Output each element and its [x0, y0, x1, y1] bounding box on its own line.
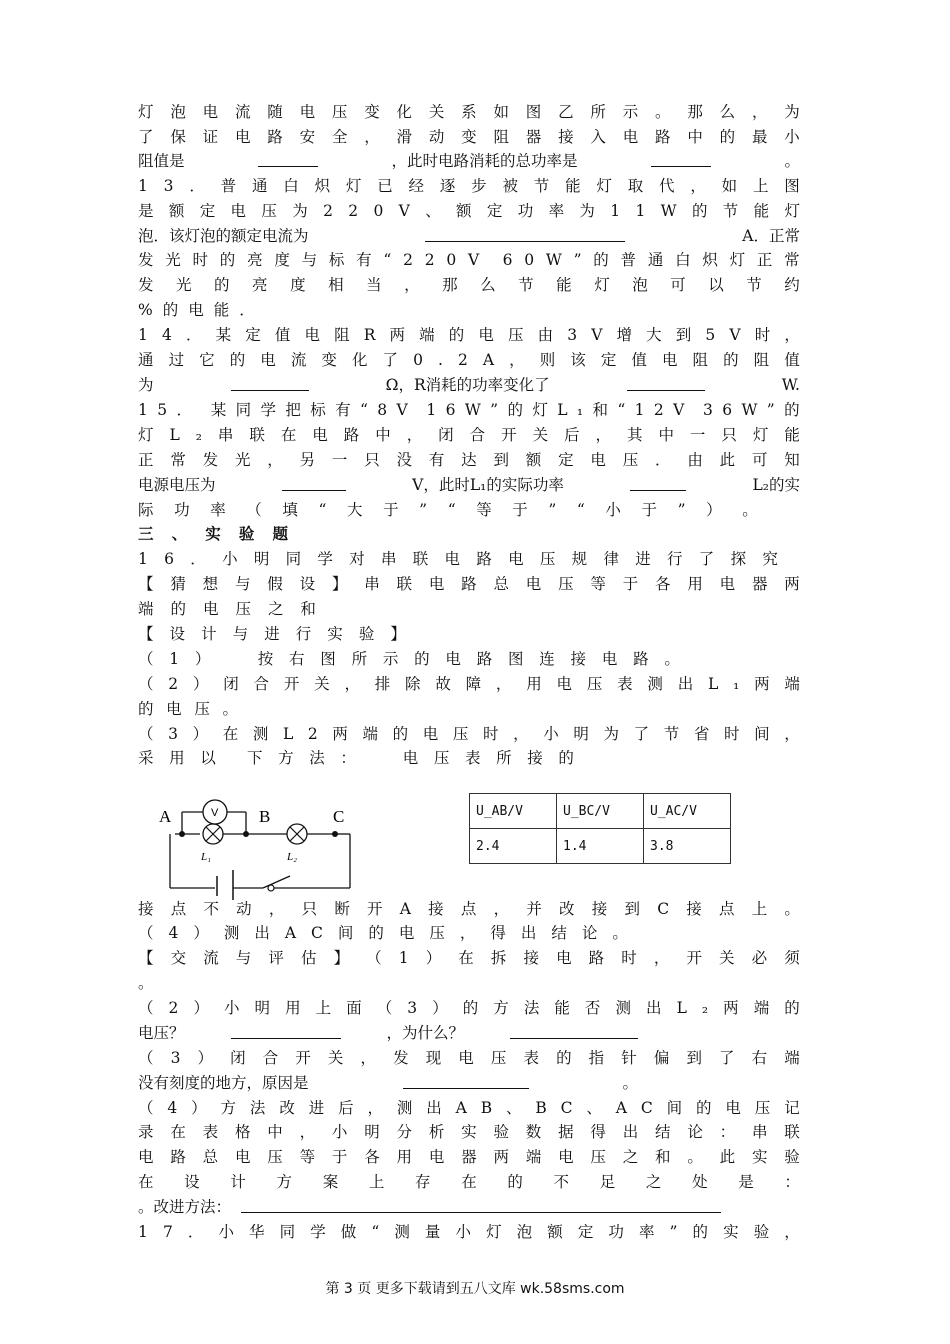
bulb-l1-label: L₁	[201, 851, 211, 863]
table-header-row	[470, 794, 731, 829]
text-line: （ 1 ） 按 右 图 所 示 的 电 路 图 连 接 电 路 。	[138, 650, 680, 668]
text-line	[138, 1071, 638, 1095]
text-line: 发 光 的 亮 度 相 当 ， 那 么 节 能 灯 泡 可 以 节 约	[138, 276, 800, 294]
answer-blank	[651, 149, 711, 167]
answer-blank	[231, 1021, 341, 1039]
text-line: 是 额 定 电 压 为 2 2 0 V 、 额 定 功 率 为 1 1 W 的 节 能 灯	[138, 202, 800, 220]
answer-blank	[630, 473, 686, 491]
text-segment: A．正常	[742, 227, 800, 245]
answer-blank	[241, 1195, 721, 1213]
text-segment: Ω，R消耗的功率变化了	[385, 376, 550, 394]
text-segment: V，此时L₁的实际功率	[412, 476, 564, 494]
text-line: 发 光 时 的 亮 度 与 标 有 “ 2 2 0 V 6 0 W ” 的 普 通 白 炽 灯 正 常	[138, 251, 800, 269]
text-line: 录 在 表 格 中 ， 小 明 分 析 实 验 数 据 得 出 结 论 ： 串 联	[138, 1123, 800, 1141]
text-line: 通 过 它 的 电 流 变 化 了 0 . 2 A ， 则 该 定 值 电 阻 的 阻 值	[138, 351, 800, 369]
text-line: （ 2 ） 小 明 用 上 面 （ 3 ） 的 方 法 能 否 测 出 L ₂ 两 端 的	[138, 999, 800, 1017]
text-line: 1 4 ． 某 定 值 电 阻 R 两 端 的 电 压 由 3 V 增 大 到 5 V 时 ，	[138, 326, 800, 344]
node-a-label: A	[159, 807, 172, 826]
text-segment: W.	[781, 376, 800, 394]
table-header-cell: U_BC/V	[557, 794, 644, 829]
text-line: 际 功 率 （ 填 “ 大 于 ” “ 等 于 ” “ 小 于 ” ） 。	[138, 501, 758, 519]
text-line: 正 常 发 光 ， 另 一 只 没 有 达 到 额 定 电 压 ． 由 此 可 知	[138, 451, 800, 469]
text-line: 了 保 证 电 路 安 全 ， 滑 动 变 阻 器 接 入 电 路 中 的 最 小	[138, 128, 800, 146]
answer-blank	[282, 473, 346, 491]
text-line: （ 3 ） 闭 合 开 关 ， 发 现 电 压 表 的 指 针 偏 到 了 右 端	[138, 1049, 800, 1067]
text-line: 采 用 以 下 方 法 ： 电 压 表 所 接 的	[138, 749, 574, 767]
table-header-cell: U_AC/V	[644, 794, 731, 829]
text-line: 端 的 电 压 之 和	[138, 600, 316, 618]
text-line: 在 设 计 方 案 上 存 在 的 不 足 之 处 是 ：	[138, 1173, 800, 1191]
text-line	[138, 224, 800, 248]
text-segment: 。改进方法：	[138, 1198, 232, 1216]
switch-symbol	[263, 876, 290, 888]
text-line	[138, 1195, 800, 1219]
text-line: （ 2 ） 闭 合 开 关 ， 排 除 故 障 ， 用 电 压 表 测 出 L ₁ 两 端	[138, 675, 800, 693]
text-segment: 。	[622, 1074, 638, 1092]
table-row	[470, 829, 731, 864]
text-segment: L₂的实	[752, 476, 800, 494]
text-line: 的 电 压 。	[138, 700, 238, 718]
table-cell: 3.8	[644, 829, 731, 864]
table-cell: 2.4	[470, 829, 557, 864]
text-segment: ，此时电路消耗的总功率是	[391, 152, 578, 170]
text-line: 1 6 ． 小 明 同 学 对 串 联 电 路 电 压 规 律 进 行 了 探 究	[138, 550, 778, 568]
text-line: （ 3 ） 在 测 L 2 两 端 的 电 压 时 ， 小 明 为 了 节 省 时 间 ，	[138, 725, 800, 743]
text-segment: 泡．该灯泡的额定电流为	[138, 227, 309, 245]
node-c-label: C	[333, 807, 345, 826]
circuit-diagram	[145, 778, 385, 900]
text-line: 1 3 ． 普 通 白 炽 灯 已 经 逐 步 被 节 能 灯 取 代 ， 如 上 图	[138, 177, 800, 195]
page-footer: 第 3 页 更多下载请到五八文库 wk.58sms.com	[325, 1281, 625, 1297]
answer-blank	[403, 1071, 529, 1089]
table-cell: 1.4	[557, 829, 644, 864]
text-line: 【 设 计 与 进 行 实 验 】	[138, 625, 406, 643]
voltage-table	[469, 793, 731, 864]
text-segment: 为	[138, 376, 154, 394]
text-line	[138, 149, 800, 173]
text-line: （ 4 ） 方 法 改 进 后 ， 测 出 A B 、 B C 、 A C 间 的 电 压 记	[138, 1099, 800, 1117]
text-segment: 阻值是	[138, 152, 185, 170]
text-line: 1 7 ． 小 华 同 学 做 “ 测 量 小 灯 泡 额 定 功 率 ” 的 实 验 ，	[138, 1223, 800, 1241]
text-line	[138, 473, 800, 497]
text-line: 1 5 ． 某 同 学 把 标 有 “ 8 V 1 6 W ” 的 灯 L ₁ 和 “ 1 2 V 3 6 W ” 的	[138, 401, 800, 419]
text-line: 。	[138, 974, 154, 992]
answer-blank	[627, 373, 705, 391]
answer-blank	[231, 373, 309, 391]
text-segment: 电压？	[138, 1024, 185, 1042]
text-segment: 没有刻度的地方，原因是	[138, 1074, 309, 1092]
answer-blank	[425, 224, 625, 242]
node-b-label: B	[259, 807, 271, 826]
text-line: 灯 泡 电 流 随 电 压 变 化 关 系 如 图 乙 所 示 。 那 么 ， 为	[138, 103, 800, 121]
text-line: 【 交 流 与 评 估 】 （ 1 ） 在 拆 接 电 路 时 ， 开 关 必 须	[138, 949, 800, 967]
section-heading: 三 、 实 验 题	[138, 524, 288, 543]
text-line	[138, 1021, 638, 1045]
text-line: （ 4 ） 测 出 A C 间 的 电 压 ， 得 出 结 论 。	[138, 924, 628, 942]
text-line: 灯 L ₂ 串 联 在 电 路 中 ， 闭 合 开 关 后 ， 其 中 一 只 灯 能	[138, 426, 800, 444]
answer-blank	[510, 1021, 638, 1039]
table-header-cell: U_AB/V	[470, 794, 557, 829]
text-segment: ，为什么？	[386, 1024, 464, 1042]
text-line: 【 猜 想 与 假 设 】 串 联 电 路 总 电 压 等 于 各 用 电 器 两	[138, 575, 800, 593]
voltmeter-label: V	[211, 807, 219, 819]
text-segment: 电源电压为	[138, 476, 216, 494]
text-line: 接 点 不 动 ， 只 断 开 A 接 点 ， 并 改 接 到 C 接 点 上 。	[138, 900, 800, 918]
text-line	[138, 373, 800, 397]
answer-blank	[258, 149, 318, 167]
text-segment: 。	[784, 152, 800, 170]
bulb-l2-label: L₂	[287, 851, 297, 863]
text-line: 电 路 总 电 压 等 于 各 用 电 器 两 端 电 压 之 和 。 此 实 验	[138, 1148, 800, 1166]
text-line: % 的 电 能 ．	[138, 301, 255, 319]
